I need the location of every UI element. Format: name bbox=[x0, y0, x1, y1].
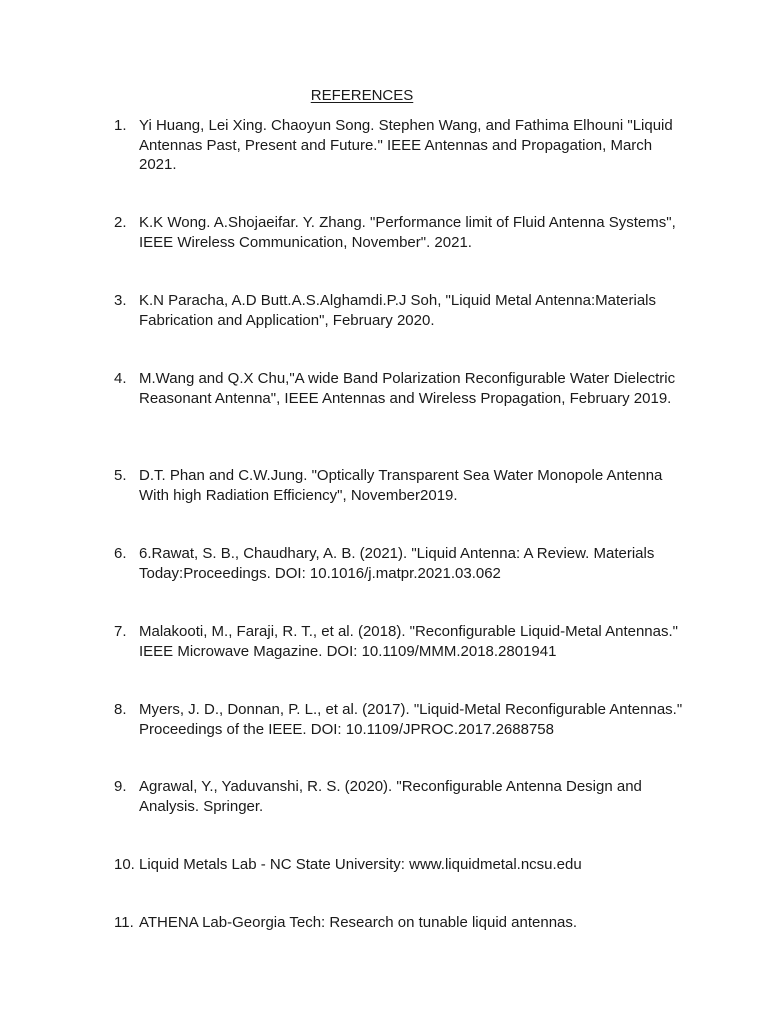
reference-text: Yi Huang, Lei Xing. Chaoyun Song. Stephen Wang, and Fathima Elhouni "Liquid Antennas Past, Present and Future." IEEE Antennas and Propagation, March 2021. bbox=[139, 117, 677, 173]
reference-number: 3. bbox=[114, 292, 127, 309]
reference-number: 7. bbox=[114, 623, 127, 640]
reference-number: 1. bbox=[114, 117, 127, 134]
reference-number: 11. bbox=[114, 914, 134, 931]
reference-text: Liquid Metals Lab - NC State University: www.liquidmetal.ncsu.edu bbox=[139, 856, 582, 873]
reference-item-10 bbox=[114, 855, 684, 875]
page-title: REFERENCES bbox=[310, 87, 414, 104]
reference-item-7 bbox=[114, 622, 684, 661]
reference-number: 8. bbox=[114, 701, 127, 718]
reference-number: 10. bbox=[114, 856, 135, 873]
reference-number: 6. bbox=[114, 545, 127, 562]
reference-item-3 bbox=[114, 291, 684, 330]
reference-item-6 bbox=[114, 544, 684, 583]
reference-item-8 bbox=[114, 700, 687, 739]
reference-item-5 bbox=[114, 466, 684, 505]
reference-text: D.T. Phan and C.W.Jung. "Optically Transparent Sea Water Monopole Antenna With high Radiation Efficiency", November2019. bbox=[139, 467, 680, 504]
reference-number: 2. bbox=[114, 214, 127, 231]
reference-text: Myers, J. D., Donnan, P. L., et al. (2017). "Liquid-Metal Reconfigurable Antennas." Proceedings of the IEEE. DOI: 10.1109/JPROC.2017.2688758 bbox=[139, 701, 687, 738]
reference-text: Malakooti, M., Faraji, R. T., et al. (2018). "Reconfigurable Liquid-Metal Antennas." IEEE Microwave Magazine. DOI: 10.1109/MMM.2018.2801941 bbox=[139, 623, 683, 660]
reference-text: K.K Wong. A.Shojaeifar. Y. Zhang. "Performance limit of Fluid Antenna Systems", IEEE Wireless Communication, November". 2021. bbox=[139, 214, 680, 251]
reference-item-1 bbox=[114, 116, 684, 175]
reference-number: 4. bbox=[114, 370, 127, 387]
reference-text: ATHENA Lab-Georgia Tech: Research on tunable liquid antennas. bbox=[139, 914, 578, 931]
reference-number: 5. bbox=[114, 467, 127, 484]
reference-number: 9. bbox=[114, 778, 127, 795]
reference-text: 6.Rawat, S. B., Chaudhary, A. B. (2021). "Liquid Antenna: A Review. Materials Today:Proceedings. DOI: 10.1016/j.matpr.2021.03.062 bbox=[139, 545, 659, 582]
reference-item-2 bbox=[114, 213, 684, 252]
reference-text: M.Wang and Q.X Chu,"A wide Band Polarization Reconfigurable Water Dielectric Reasonant Antenna", IEEE Antennas and Wireless Propagation, February 2019. bbox=[139, 370, 680, 407]
reference-item-9 bbox=[114, 777, 684, 816]
reference-text: K.N Paracha, A.D Butt.A.S.Alghamdi.P.J Soh, "Liquid Metal Antenna:Materials Fabrication and Application", February 2020. bbox=[139, 292, 661, 329]
reference-item-11 bbox=[114, 913, 684, 933]
reference-item-4 bbox=[114, 369, 684, 408]
reference-text: Agrawal, Y., Yaduvanshi, R. S. (2020). "Reconfigurable Antenna Design and Analysis. Springer. bbox=[139, 778, 646, 815]
